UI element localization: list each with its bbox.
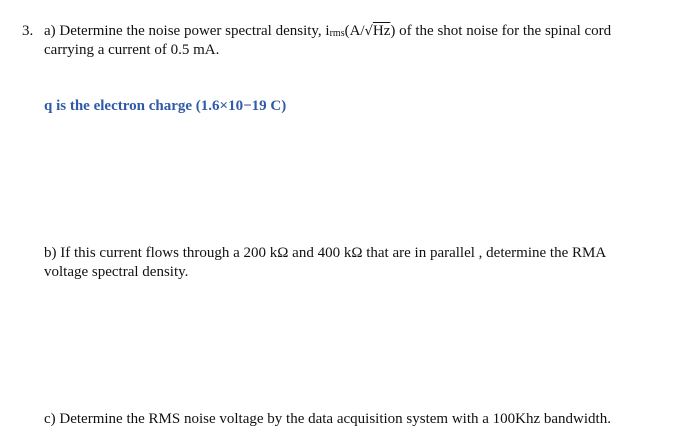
part-b-line-2: voltage spectral density.	[44, 264, 189, 280]
part-a-text-prefix: a) Determine the noise power spectral density, i	[44, 23, 330, 39]
question-number: 3.	[22, 23, 34, 39]
part-c-line-1: c) Determine the RMS noise voltage by the data acquisition system with a 100Khz bandwidth.	[44, 411, 611, 427]
part-a-line-2: carrying a current of 0.5 mA.	[44, 42, 220, 58]
part-a-text-suffix: ) of the shot noise for the spinal cord	[390, 23, 612, 39]
unit-open: (A/	[344, 23, 365, 39]
part-a-line-1	[44, 22, 611, 43]
unit-hz: Hz	[372, 23, 391, 39]
part-b-line-1: b) If this current flows through a 200 kΩ and 400 kΩ that are in parallel , determine the RMA	[44, 245, 607, 261]
irms-subscript: rms	[329, 28, 345, 39]
electron-charge-note: q is the electron charge (1.6×10−19 C)	[44, 98, 287, 114]
sqrt-symbol: √	[364, 24, 373, 39]
